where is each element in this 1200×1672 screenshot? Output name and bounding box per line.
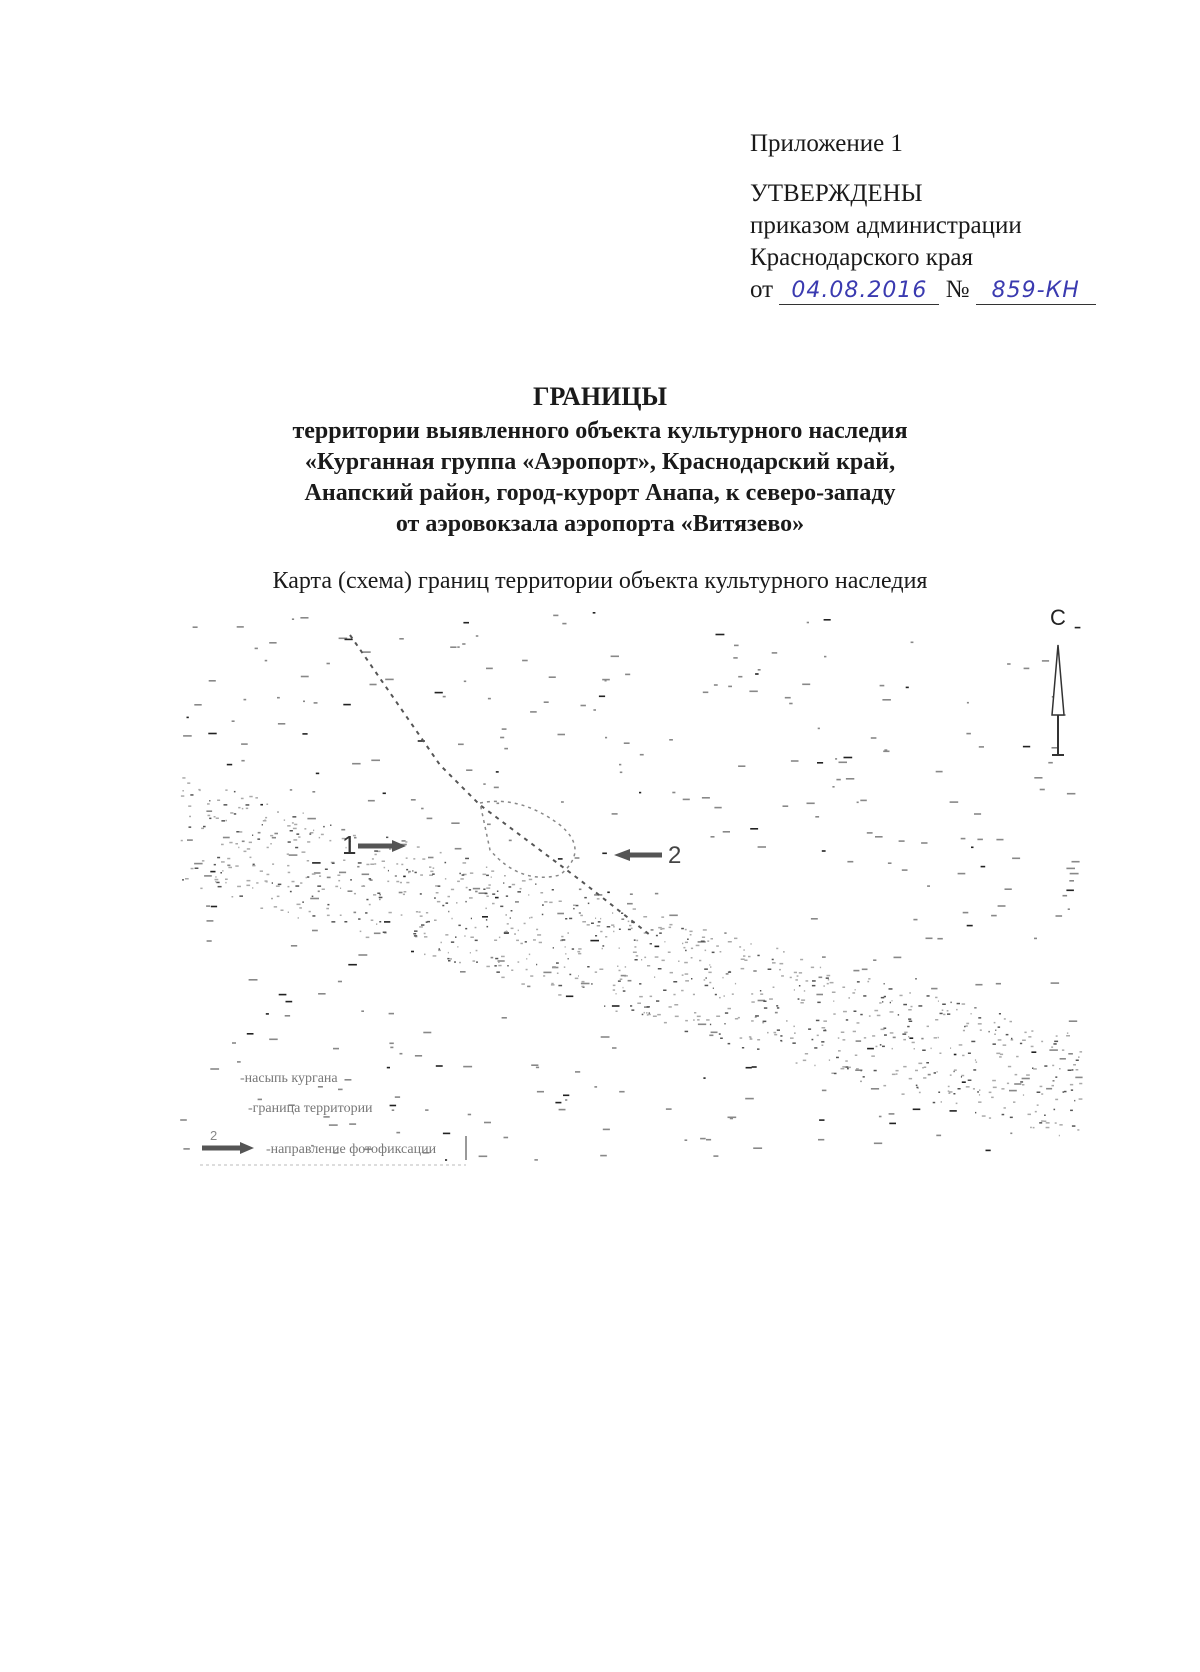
- approval-date-handwritten: 04.08.2016: [779, 278, 939, 305]
- north-label: С: [1050, 605, 1066, 630]
- date-prefix: от: [750, 276, 774, 303]
- north-arrow-icon: [1052, 645, 1064, 755]
- photo-point-1-label: 1: [342, 830, 357, 860]
- approved-label: УТВЕРЖДЕНЫ: [750, 180, 923, 207]
- photo-point-2-label: 2: [668, 842, 682, 869]
- subtitle-line-1: территории выявленного объекта культурного наследия: [292, 418, 908, 444]
- legend-photo-label: -направление фотофиксации: [266, 1142, 437, 1157]
- number-prefix: №: [945, 276, 970, 303]
- photo-direction-2-arrow-icon: [614, 849, 662, 861]
- approval-date-line: [750, 274, 1170, 306]
- appendix-label: Приложение 1: [750, 130, 903, 157]
- approval-block: [750, 128, 1170, 306]
- approval-line-1: приказом администрации: [750, 212, 1022, 239]
- document-subtitle: [0, 416, 1200, 540]
- photo-direction-1-arrow-icon: [358, 840, 406, 852]
- subtitle-line-4: от аэровокзала аэропорта «Витязево»: [395, 511, 805, 537]
- document-title: ГРАНИЦЫ: [532, 382, 668, 411]
- boundary-map: [0, 600, 1200, 1240]
- legend-photo-marker: 2: [210, 1128, 218, 1143]
- map-legend: [200, 1071, 466, 1165]
- subtitle-line-3: Анапский район, город-курорт Анапа, к северо-западу: [304, 480, 896, 506]
- legend-kurgan-label: -насыпь кургана: [240, 1071, 338, 1086]
- subtitle-line-2: «Курганная группа «Аэропорт», Краснодарский край,: [304, 449, 896, 475]
- legend-boundary-label: -граница территории: [248, 1101, 373, 1116]
- approval-number-handwritten: 859-КН: [976, 278, 1096, 305]
- approval-line-2: Краснодарского края: [750, 244, 973, 271]
- map-caption: Карта (схема) границ территории объекта культурного наследия: [272, 568, 928, 594]
- photo-direction-arrow-icon: [202, 1142, 254, 1154]
